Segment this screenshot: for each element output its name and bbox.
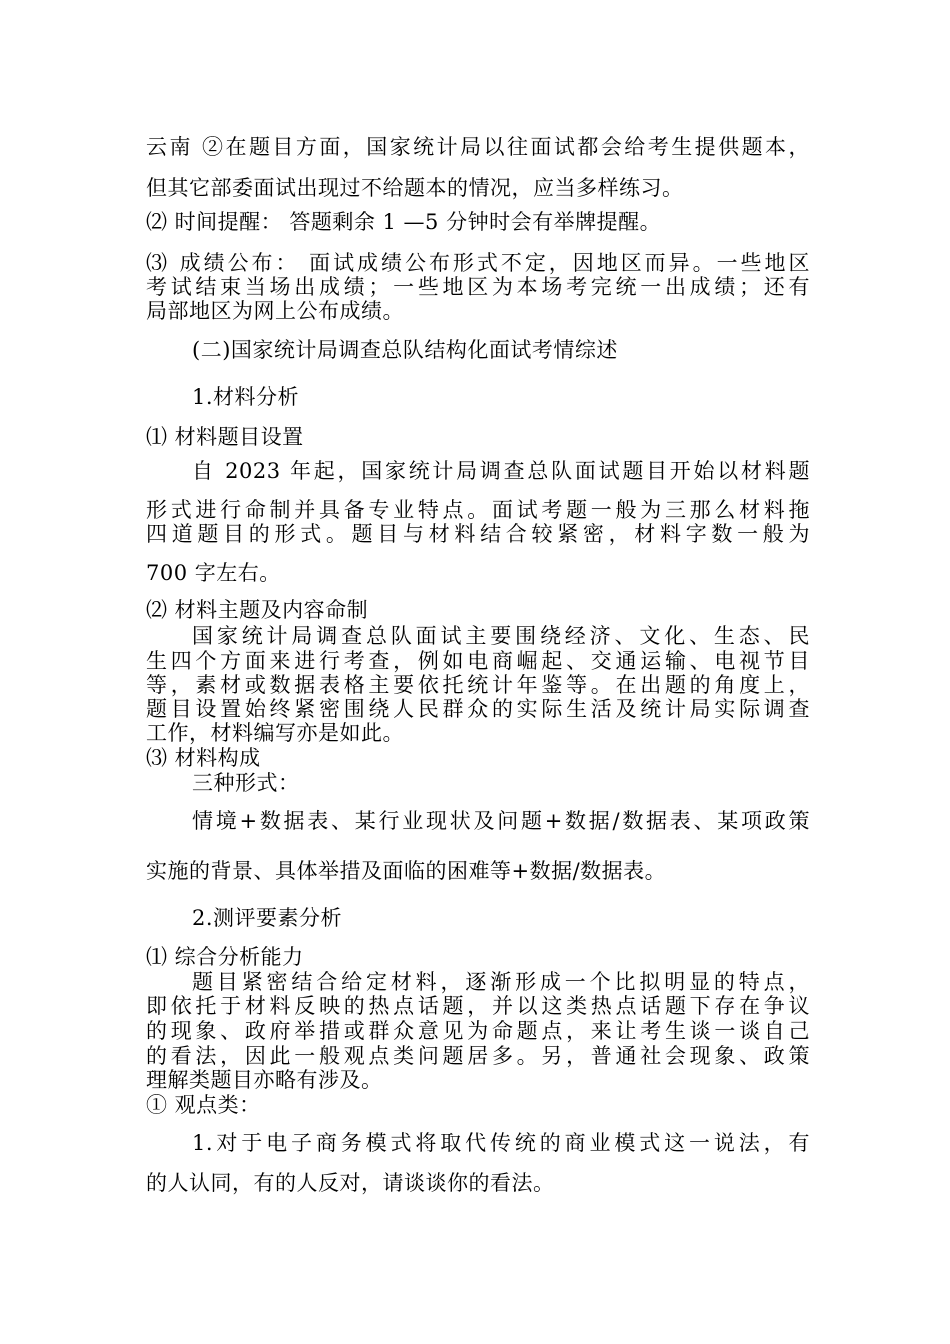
paragraph-line: 题目紧密结合给定材料，逐渐形成一个比拟明显的特点， [192,970,810,994]
item-heading: ⑵ 材料主题及内容命制 [146,598,369,622]
paragraph-line: 四道题目的形式。题目与材料结合较紧密，材料字数一般为 [146,522,810,546]
paragraph-line: 形式进行命制并具备专业特点。面试考题一般为三那么材料拖 [146,498,810,522]
paragraph-line: 题目设置始终紧密围绕人民群众的实际生活及统计局实际调查 [146,697,810,721]
paragraph-line: ⑵ 时间提醒： 答题剩余 1 —5 分钟时会有举牌提醒。 [146,210,662,234]
paragraph-line: 三种形式： [192,771,300,795]
section-heading: (二)国家统计局调查总队结构化面试考情综述 [192,338,618,362]
paragraph-line: 实施的背景、具体举措及面临的困难等+数据/数据表。 [146,859,667,883]
paragraph-line: 局部地区为网上公布成绩。 [146,299,404,323]
paragraph-line: ⑶ 成绩公布： 面试成绩公布形式不定，因地区而异。一些地区 [146,251,810,275]
paragraph-line: 即依托于材料反映的热点话题，并以这类热点话题下存在争议 [146,994,810,1018]
paragraph-line: 考试结束当场出成绩；一些地区为本场考完统一出成绩；还有 [146,275,810,299]
paragraph-line: 工作，材料编写亦是如此。 [146,721,404,745]
item-heading: ⑴ 综合分析能力 [146,945,304,969]
paragraph-line: 700 字左右。 [146,561,281,585]
paragraph-line: 的看法，因此一般观点类问题居多。另，普通社会现象、政策 [146,1044,810,1068]
paragraph-line: 自 2023 年起，国家统计局调查总队面试题目开始以材料题 [192,459,810,483]
paragraph-line: 理解类题目亦略有涉及。 [146,1068,383,1092]
item-heading: ⑶ 材料构成 [146,746,261,770]
paragraph-line: 生四个方面来进行考查，例如电商崛起、交通运输、电视节目 [146,649,810,673]
paragraph-line: 等，素材或数据表格主要依托统计年鉴等。在出题的角度上， [146,673,810,697]
subsection-heading: 2.测评要素分析 [192,906,343,930]
paragraph-line: 但其它部委面试出现过不给题本的情况，应当多样练习。 [146,176,684,200]
subsection-heading: 1.材料分析 [192,385,300,409]
paragraph-line: 的人认同，有的人反对，请谈谈你的看法。 [146,1171,555,1195]
item-heading: ⑴ 材料题目设置 [146,425,304,449]
item-heading: ① 观点类： [146,1093,261,1117]
paragraph-line: 的现象、政府举措或群众意见为命题点，来让考生谈一谈自己 [146,1019,810,1043]
paragraph-line: 国家统计局调查总队面试主要围绕经济、文化、生态、民 [192,624,810,648]
paragraph-line: 1.对于电子商务模式将取代传统的商业模式这一说法，有 [192,1131,810,1155]
paragraph-line: 云南 ②在题目方面，国家统计局以往面试都会给考生提供题本， [146,135,810,159]
paragraph-line: 情境+数据表、某行业现状及问题+数据/数据表、某项政策 [192,809,810,833]
